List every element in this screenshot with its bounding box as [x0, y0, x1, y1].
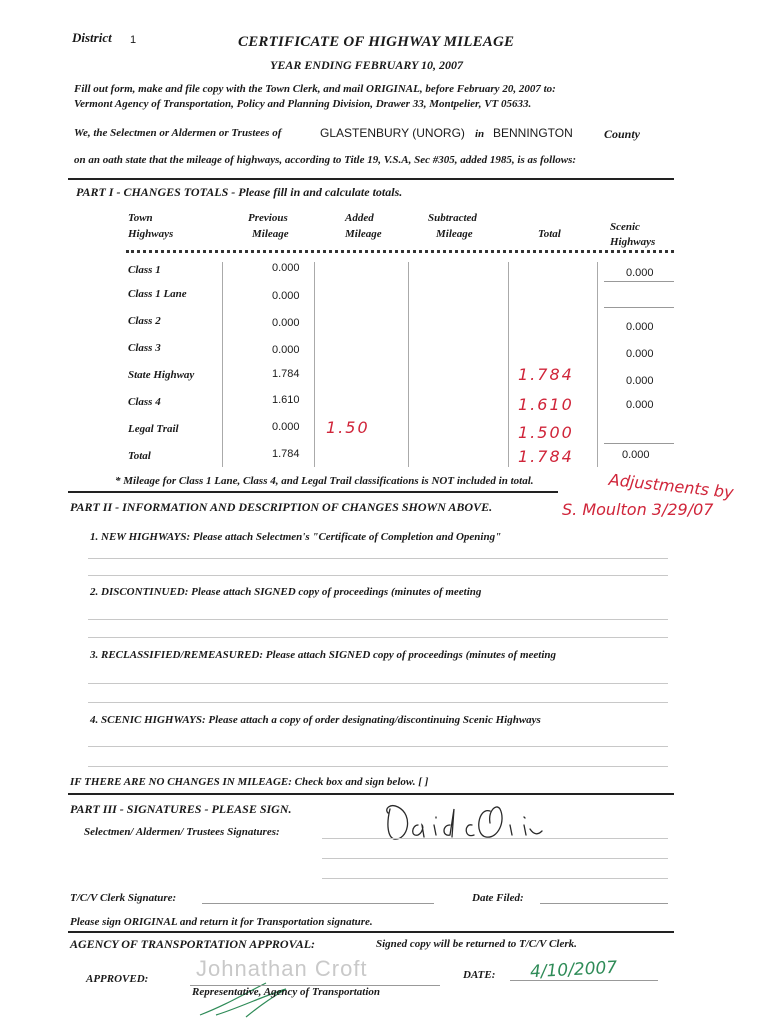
county-name: BENNINGTON: [493, 126, 573, 140]
part1-heading: PART I - CHANGES TOTALS - Please fill in and calculate totals.: [76, 185, 403, 199]
scenic-rule: [604, 281, 674, 282]
answer-line[interactable]: [88, 683, 668, 684]
clerk-signature-label: T/C/V Clerk Signature:: [70, 892, 177, 904]
part3-heading: PART III - SIGNATURES - PLEASE SIGN.: [70, 802, 292, 816]
row-label: Class 1: [128, 264, 161, 276]
town-name: GLASTENBURY (UNORG): [320, 126, 465, 140]
instructions-line-2: Vermont Agency of Transportation, Policy and Planning Division, Drawer 33, Montpelier, VT 05633.: [74, 98, 532, 110]
row-label: Class 4: [128, 396, 161, 408]
in-label: in: [475, 128, 485, 140]
handwritten-total: 1.784: [518, 365, 574, 384]
item-scenic: 4. SCENIC HIGHWAYS: Please attach a copy of order designating/discontinuing Scenic Highways: [90, 714, 541, 726]
answer-line[interactable]: [88, 746, 668, 747]
scenic-mileage: 0.000: [622, 449, 650, 461]
handwritten-signature: [378, 795, 548, 850]
scenic-rule: [604, 443, 674, 444]
handwritten-total: 1.610: [518, 395, 574, 414]
previous-mileage: 0.000: [272, 290, 300, 302]
col-divider: [508, 262, 509, 467]
approval-date: 4/10/2007: [529, 957, 618, 983]
date-field[interactable]: [510, 980, 658, 981]
col-scenic-1: Scenic: [610, 221, 640, 233]
footnote: * Mileage for Class 1 Lane, Class 4, and Legal Trail classifications is NOT included in total.: [115, 475, 534, 487]
representative-label: Representative, Agency of Transportation: [192, 986, 381, 998]
row-label: Total: [128, 450, 151, 462]
date-filed-label: Date Filed:: [472, 892, 524, 904]
district-value: 1: [130, 34, 137, 46]
returned-note: Signed copy will be returned to T/C/V Clerk.: [376, 938, 577, 950]
clerk-signature-field[interactable]: [202, 903, 434, 904]
previous-mileage: 1.784: [272, 448, 300, 460]
divider: [68, 491, 558, 493]
scenic-rule: [604, 307, 674, 308]
answer-line[interactable]: [88, 766, 668, 767]
header-dotted-rule: [126, 250, 674, 256]
divider: [68, 793, 674, 795]
approved-label: APPROVED:: [86, 973, 149, 985]
col-scenic-2: Highways: [610, 236, 656, 248]
scenic-mileage: 0.000: [626, 399, 654, 411]
handwritten-total: 1.500: [518, 423, 574, 442]
approver-stamp: Johnathan Croft: [196, 956, 368, 981]
answer-line[interactable]: [88, 702, 668, 703]
row-label: Class 3: [128, 342, 161, 354]
previous-mileage: 0.000: [272, 262, 300, 274]
answer-line[interactable]: [88, 575, 668, 576]
previous-mileage: 0.000: [272, 421, 300, 433]
form-title: CERTIFICATE OF HIGHWAY MILEAGE: [238, 34, 515, 50]
previous-mileage: 1.610: [272, 394, 300, 406]
answer-line[interactable]: [322, 858, 668, 859]
col-prev-1: Previous: [248, 212, 288, 224]
col-town-1: Town: [128, 212, 153, 224]
no-changes-checkbox-line[interactable]: IF THERE ARE NO CHANGES IN MILEAGE: Check box and sign below. [ ]: [70, 776, 429, 788]
instructions-line-1: Fill out form, make and file copy with the Town Clerk, and mail ORIGINAL, before February 20, 2007 to:: [74, 83, 556, 95]
agency-heading: AGENCY OF TRANSPORTATION APPROVAL:: [70, 937, 316, 951]
oath-line: on an oath state that the mileage of highways, according to Title 19, V.S.A, Sec #305, added 1985, is as follows:: [74, 154, 577, 166]
answer-line[interactable]: [88, 558, 668, 559]
item-reclassified: 3. RECLASSIFIED/REMEASURED: Please attach SIGNED copy of proceedings (minutes of meeting: [90, 649, 557, 661]
divider: [68, 931, 674, 933]
row-label: Class 2: [128, 315, 161, 327]
scenic-mileage: 0.000: [626, 375, 654, 387]
col-total: Total: [538, 228, 561, 240]
col-prev-2: Mileage: [252, 228, 289, 240]
scenic-mileage: 0.000: [626, 348, 654, 360]
handwritten-note: Adjustments by: [608, 470, 735, 502]
previous-mileage: 0.000: [272, 317, 300, 329]
date-label: DATE:: [463, 969, 496, 981]
answer-line[interactable]: [88, 637, 668, 638]
col-divider: [597, 262, 598, 467]
item-discontinued: 2. DISCONTINUED: Please attach SIGNED copy of proceedings (minutes of meeting: [90, 586, 482, 598]
we-label: We, the Selectmen or Aldermen or Trustees of: [74, 127, 282, 139]
scenic-mileage: 0.000: [626, 321, 654, 333]
selectmen-signature-label: Selectmen/ Aldermen/ Trustees Signatures:: [84, 826, 280, 838]
col-added-1: Added: [345, 212, 374, 224]
row-label: State Highway: [128, 369, 195, 381]
answer-line[interactable]: [322, 838, 668, 839]
col-added-2: Mileage: [345, 228, 382, 240]
county-label: County: [604, 127, 641, 141]
col-sub-2: Mileage: [436, 228, 473, 240]
item-new-highways: 1. NEW HIGHWAYS: Please attach Selectmen's "Certificate of Completion and Opening": [90, 531, 502, 543]
col-town-2: Highways: [128, 228, 174, 240]
handwritten-initials: S. Moulton 3/29/07: [562, 500, 714, 519]
district-label: District: [72, 30, 112, 45]
date-filed-field[interactable]: [540, 903, 668, 904]
year-line: YEAR ENDING FEBRUARY 10, 2007: [270, 58, 464, 72]
col-divider: [408, 262, 409, 467]
divider: [68, 178, 674, 180]
sign-original-note: Please sign ORIGINAL and return it for Transportation signature.: [70, 916, 373, 928]
handwritten-added: 1.50: [326, 418, 370, 437]
col-sub-1: Subtracted: [428, 212, 477, 224]
previous-mileage: 1.784: [272, 368, 300, 380]
previous-mileage: 0.000: [272, 344, 300, 356]
answer-line[interactable]: [88, 619, 668, 620]
row-label: Legal Trail: [128, 423, 179, 435]
row-label: Class 1 Lane: [128, 288, 187, 300]
scenic-mileage: 0.000: [626, 267, 654, 279]
answer-line[interactable]: [322, 878, 668, 879]
handwritten-total: 1.784: [518, 447, 574, 466]
col-divider: [222, 262, 223, 467]
part2-heading: PART II - INFORMATION AND DESCRIPTION OF CHANGES SHOWN ABOVE.: [70, 500, 493, 514]
col-divider: [314, 262, 315, 467]
